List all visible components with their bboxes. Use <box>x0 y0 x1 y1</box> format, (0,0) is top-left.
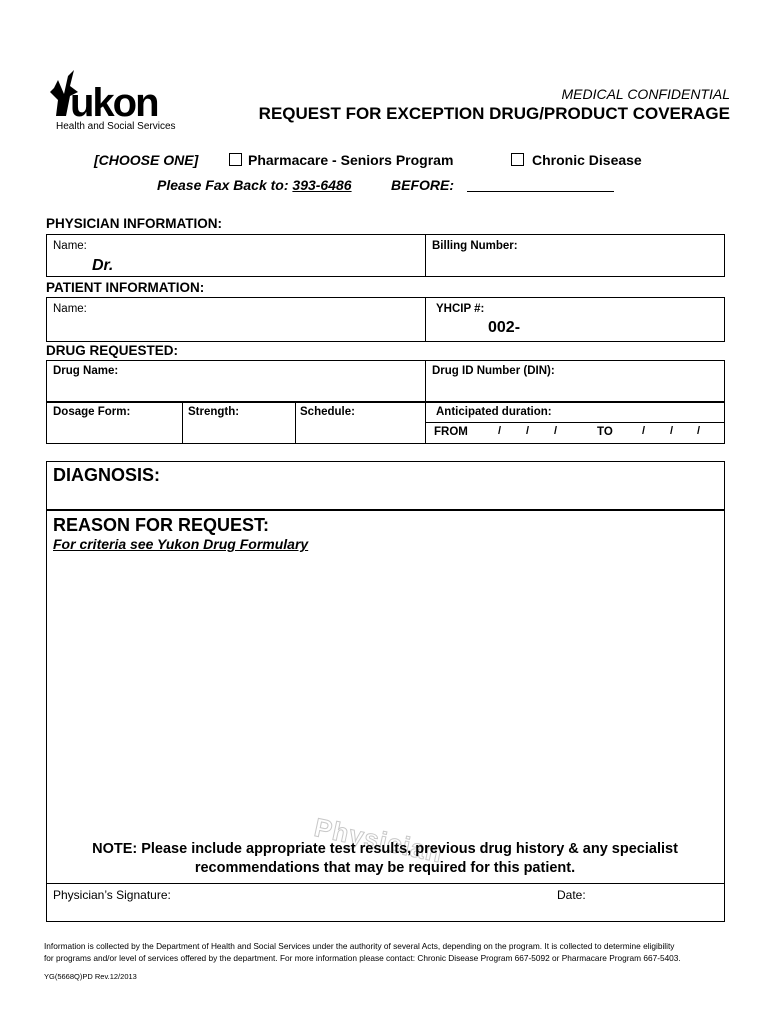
fax-number: 393-6486 <box>292 177 352 193</box>
to-date-separator: / <box>697 425 701 437</box>
drug-name-divider <box>425 360 426 402</box>
dosage-divider-1 <box>182 402 183 444</box>
reason-field[interactable] <box>52 558 720 808</box>
dosage-divider-3 <box>425 402 426 444</box>
diagnosis-label: DIAGNOSIS: <box>53 465 161 485</box>
signature-date-field[interactable] <box>592 886 720 916</box>
formulary-criteria-link[interactable]: For criteria see Yukon Drug Formulary <box>53 536 309 552</box>
pharmacare-option-label: Pharmacare - Seniors Program <box>248 152 454 168</box>
signature-divider <box>46 883 725 884</box>
patient-name-label: Name: <box>53 303 87 315</box>
dosage-divider-2 <box>295 402 296 444</box>
strength-field[interactable] <box>186 422 291 440</box>
to-date-separator: / <box>670 425 674 437</box>
schedule-label: Schedule: <box>300 406 355 418</box>
confidential-label: MEDICAL CONFIDENTIAL <box>561 86 730 102</box>
yukon-logo <box>44 66 168 122</box>
fax-label: Please Fax Back to: <box>157 177 289 193</box>
dosage-form-field[interactable] <box>50 422 178 440</box>
dosage-form-label: Dosage Form: <box>53 406 131 418</box>
form-title: REQUEST FOR EXCEPTION DRUG/PRODUCT COVERAGE <box>258 104 730 123</box>
footer-text <box>44 940 734 964</box>
pharmacare-checkbox[interactable] <box>229 153 242 166</box>
strength-label: Strength: <box>188 406 240 418</box>
footer-line-1: Information is collected by the Department of Health and Social Services under the authority of several Acts, depending on the program. It is collected to determine eligibility <box>44 941 675 951</box>
drug-name-label: Drug Name: <box>53 365 119 377</box>
yhcip-field[interactable]: 002- <box>488 319 521 336</box>
reason-label: REASON FOR REQUEST: <box>53 515 270 535</box>
footer-line-2: for programs and/or level of services offered by the department. For more information please contact: Chronic Disease Program 667-5092 or Pharmacare Program 667-5403. <box>44 953 681 963</box>
billing-number-label: Billing Number: <box>432 240 518 252</box>
date-label: Date: <box>557 888 586 902</box>
diagnosis-field[interactable] <box>52 488 720 506</box>
fax-line <box>157 177 352 193</box>
physician-divider <box>425 234 426 277</box>
chronic-disease-checkbox[interactable] <box>511 153 524 166</box>
physician-watermark: Physician <box>311 812 446 869</box>
din-field[interactable] <box>428 380 722 398</box>
yhcip-label: YHCIP #: <box>436 303 485 315</box>
anticipated-duration-label: Anticipated duration: <box>436 406 552 418</box>
to-date-separator: / <box>642 425 646 437</box>
note-text <box>50 840 720 878</box>
logo-text: ukon <box>70 81 158 122</box>
choose-one-label: [CHOOSE ONE] <box>94 152 199 168</box>
from-date-field[interactable] <box>475 424 570 441</box>
to-date-field[interactable] <box>620 424 720 441</box>
from-date-separator: / <box>554 425 558 437</box>
from-date-separator: / <box>526 425 530 437</box>
note-line-1: NOTE: Please include appropriate test results, previous drug history & any specialist <box>92 841 678 857</box>
from-date-separator: / <box>498 425 502 437</box>
before-date-field[interactable] <box>467 191 614 192</box>
physician-name-field[interactable]: Dr. <box>92 257 114 274</box>
to-label: TO <box>597 426 613 438</box>
patient-heading: PATIENT INFORMATION: <box>46 280 205 295</box>
note-line-2: recommendations that may be required for this patient. <box>194 860 576 876</box>
signature-label: Physician’s Signature: <box>53 888 171 902</box>
drug-name-field[interactable] <box>50 380 420 398</box>
patient-divider <box>425 297 426 342</box>
logo-subtitle: Health and Social Services <box>56 121 176 132</box>
signature-field[interactable] <box>180 886 540 916</box>
drug-heading: DRUG REQUESTED: <box>46 343 179 358</box>
billing-number-field[interactable] <box>428 256 722 274</box>
physician-name-label: Name: <box>53 240 87 252</box>
patient-name-field[interactable] <box>50 318 420 338</box>
before-label: BEFORE: <box>391 177 454 193</box>
schedule-field[interactable] <box>299 422 421 440</box>
duration-divider <box>425 422 725 423</box>
din-label: Drug ID Number (DIN): <box>432 365 555 377</box>
from-label: FROM <box>434 426 468 438</box>
revision-code: YG(5668Q)PD Rev.12/2013 <box>44 972 137 981</box>
physician-heading: PHYSICIAN INFORMATION: <box>46 216 222 231</box>
chronic-disease-option-label: Chronic Disease <box>532 152 642 168</box>
